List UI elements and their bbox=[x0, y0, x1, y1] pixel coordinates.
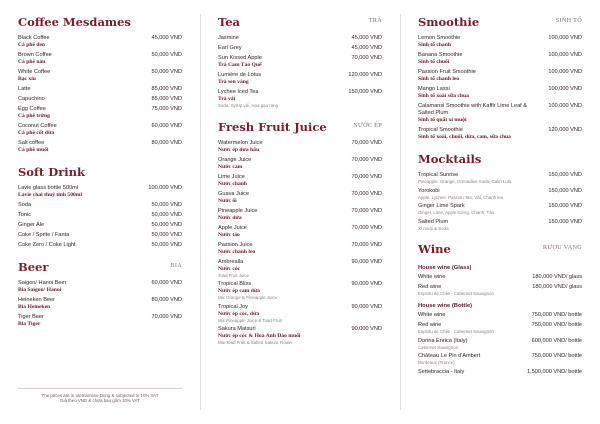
wine-item bbox=[418, 312, 582, 319]
item-name: Apple Juice bbox=[218, 224, 247, 231]
menu-item bbox=[18, 232, 182, 239]
item-price: 150,000 VND bbox=[548, 203, 582, 210]
item-name: Capuchino bbox=[18, 96, 45, 102]
item-vietnamese-name: Bia Tiger bbox=[18, 321, 41, 327]
item-price: 100,000 VND bbox=[548, 69, 582, 75]
item-vietnamese-name: Trà sen vàng bbox=[218, 79, 249, 85]
wine-name: Donna Enrica (Italy) bbox=[418, 337, 468, 344]
item-vietnamese-name: Nước ép dưa hấu bbox=[218, 146, 260, 153]
item-name: Passion Fruit Smoothie bbox=[418, 69, 476, 75]
item-price: 70,000 VND bbox=[351, 224, 382, 231]
column-divider-right bbox=[400, 14, 401, 410]
menu-item bbox=[18, 123, 182, 137]
item-description: Apple, Lychee, Passion Tao, Vải, Chanh leo bbox=[418, 194, 504, 200]
wine-item bbox=[418, 322, 582, 335]
wine-bottle-list bbox=[418, 312, 582, 376]
item-vietnamese-name: Nước cóc bbox=[218, 265, 241, 272]
tea-title: Tea bbox=[218, 15, 241, 29]
menu-item bbox=[418, 188, 582, 201]
item-name: Latte bbox=[18, 86, 31, 92]
wine-description: Bordeaux (France) bbox=[418, 360, 455, 366]
item-description: Ginger, Lime, Apple Gừng, Chanh, Táo bbox=[418, 210, 495, 216]
menu-item bbox=[18, 106, 182, 120]
menu-item bbox=[218, 225, 382, 239]
beer-section bbox=[18, 259, 182, 328]
menu-item bbox=[18, 52, 182, 66]
item-name: Ginger Lime Spark bbox=[418, 203, 465, 210]
item-name: Tropical Sunrise bbox=[418, 172, 459, 178]
wine-section bbox=[418, 241, 582, 375]
wine-name: Château Le Pin d'Ambert bbox=[418, 353, 481, 360]
item-name: Tropical Smoothie bbox=[418, 127, 463, 133]
item-price: 90,000 VND bbox=[351, 326, 382, 333]
mocktails-title: Mocktails bbox=[418, 152, 482, 166]
item-price: 80,000 VND bbox=[151, 297, 182, 303]
price-note-vietnamese: Giá theo VND & chưa bao gồm 10% VAT bbox=[60, 398, 140, 404]
wine-name: Red wine bbox=[418, 321, 442, 328]
menu-item bbox=[18, 35, 182, 49]
soft-drink-section bbox=[18, 164, 182, 249]
wine-description: Espiritu de Chile - Cabernet Sauvignon bbox=[418, 291, 494, 297]
beer-title: Beer bbox=[18, 260, 49, 274]
item-price: 100,000 VND bbox=[548, 86, 582, 92]
item-name: Tropical Bliss bbox=[218, 281, 252, 288]
menu-item bbox=[418, 103, 582, 124]
wine-glass-heading: House wine (Glass) bbox=[418, 265, 472, 272]
price-note bbox=[18, 388, 182, 404]
menu-item bbox=[218, 242, 382, 256]
item-name: Coke Zero / Coke Light bbox=[18, 242, 76, 248]
wine-item bbox=[418, 353, 582, 366]
item-price: 45,000 VND bbox=[351, 45, 382, 51]
item-name: Guava Juice bbox=[218, 190, 250, 197]
smoothie-section bbox=[418, 14, 582, 141]
menu-item bbox=[18, 202, 182, 209]
menu-item bbox=[218, 35, 382, 42]
item-name: Lemon Smoothie bbox=[418, 35, 461, 41]
item-name: Coconut Coffee bbox=[18, 123, 57, 129]
soft-drink-list bbox=[18, 185, 182, 249]
menu-item bbox=[18, 140, 182, 154]
item-name: Lychee Iced Tea bbox=[218, 89, 259, 95]
menu-item bbox=[18, 69, 182, 83]
item-price: 85,000 VND bbox=[151, 96, 182, 102]
wine-bottle-heading: House wine (Bottle) bbox=[418, 302, 473, 309]
item-name: Orange Juice bbox=[218, 156, 252, 163]
item-name: Tonic bbox=[18, 212, 32, 218]
item-price: 50,000 VND bbox=[151, 69, 182, 75]
menu-item bbox=[418, 203, 582, 216]
item-vietnamese-name: Nước ép cóc, dứa bbox=[218, 310, 260, 317]
item-price: 75,000 VND bbox=[151, 106, 182, 112]
wine-description: Cabernet Sauvignon bbox=[418, 344, 459, 350]
wine-name: White wine bbox=[418, 274, 446, 281]
item-price: 80,000 VND bbox=[151, 140, 182, 146]
item-vietnamese-name: Sinh tố xoài sữa chua bbox=[418, 93, 469, 99]
smoothie-list bbox=[418, 35, 582, 141]
item-name: Yorokobi bbox=[418, 187, 440, 194]
menu-item bbox=[18, 86, 182, 93]
menu-item bbox=[418, 52, 582, 66]
item-name: Egg Coffee bbox=[18, 106, 46, 112]
column-divider-left bbox=[200, 14, 201, 410]
item-vietnamese-name: Bia Saigon/ Hanoi bbox=[18, 287, 62, 293]
wine-item bbox=[418, 369, 582, 376]
item-vietnamese-name: Lavie chai thuỷ tinh 500ml bbox=[18, 192, 83, 198]
coffee-list bbox=[18, 35, 182, 154]
item-price: 70,000 VND bbox=[351, 173, 382, 180]
item-description: Toad Fruit Juice bbox=[218, 272, 249, 278]
item-price: 50,000 VND bbox=[151, 212, 182, 218]
item-name: Watermelon Juice bbox=[218, 139, 263, 146]
menu-item bbox=[218, 304, 382, 324]
item-price: 120,000 VND bbox=[348, 72, 382, 78]
item-description: Pineapple, Orange, Grenadine Soda, Calm Lulu bbox=[418, 179, 512, 184]
item-name: Calamansi Smoothie with Kaffir Lime Leaf & Salted Plum bbox=[418, 103, 528, 116]
item-vietnamese-name: Trà Cam Táo Quế bbox=[218, 62, 262, 68]
menu-item bbox=[218, 72, 382, 86]
smoothie-title: Smoothie bbox=[418, 15, 480, 29]
item-price: 60,000 VND bbox=[151, 123, 182, 129]
menu-item bbox=[418, 35, 582, 49]
juice-title: Fresh Fruit Juice bbox=[218, 119, 327, 134]
menu-item bbox=[18, 212, 182, 219]
item-price: 70,000 VND bbox=[351, 241, 382, 248]
item-name: Soda bbox=[18, 202, 32, 208]
item-name: Coke / Sprite / Fanta bbox=[18, 232, 70, 238]
item-vietnamese-name: Cà phê cốt dừa bbox=[18, 130, 55, 136]
wine-name: Settebraccia - Italy bbox=[418, 368, 465, 375]
item-vietnamese-name: Nước cam bbox=[218, 163, 243, 170]
menu-item bbox=[418, 69, 582, 83]
wine-name: Red wine bbox=[418, 284, 442, 291]
menu-item bbox=[18, 280, 182, 294]
item-name: Lumière de Lotus bbox=[218, 72, 262, 78]
menu-item bbox=[18, 185, 182, 199]
item-vietnamese-name: Cà phê trứng bbox=[18, 113, 50, 119]
menu-item bbox=[218, 55, 382, 69]
coffee-section bbox=[18, 14, 182, 154]
item-price: 50,000 VND bbox=[151, 242, 182, 248]
item-vietnamese-name: Nước chanh bbox=[218, 180, 247, 187]
item-vietnamese-name: Nước táo bbox=[218, 231, 240, 238]
item-vietnamese-name: Sinh tố chanh bbox=[418, 42, 451, 48]
wine-title: Wine bbox=[418, 242, 451, 257]
juice-subtitle: NƯỚC ÉP bbox=[353, 121, 382, 129]
item-price: 70,000 VND bbox=[351, 156, 382, 163]
item-vietnamese-name: Nước chanh leo bbox=[218, 248, 256, 255]
item-price: 100,000 VND bbox=[148, 185, 182, 191]
item-description: Mix Pineapple Juice & Toad Fruit bbox=[218, 317, 282, 323]
price-note-english: The prices are in Vietnamese Dong & subjected to 10% VAT bbox=[41, 393, 159, 398]
menu-item bbox=[218, 89, 382, 109]
item-price: 150,000 VND bbox=[548, 187, 582, 194]
wine-price: 180,000 VND/ glass bbox=[532, 274, 582, 281]
item-name: Tiger Beer bbox=[18, 314, 44, 320]
item-name: Saigon/ Hanoi Beer bbox=[18, 280, 67, 286]
item-description: Mix Orange & Pineapple Juice bbox=[218, 295, 278, 301]
item-price: 100,000 VND bbox=[548, 35, 582, 41]
menu-column-right bbox=[418, 14, 582, 376]
menu-item bbox=[218, 157, 382, 171]
tea-list bbox=[218, 35, 382, 109]
item-price: 70,000 VND bbox=[151, 314, 182, 320]
item-vietnamese-name: Nước ép cóc & Hoa Anh Đào muối bbox=[218, 333, 301, 340]
item-price: 150,000 VND bbox=[548, 172, 582, 178]
item-name: Heineken Beer bbox=[18, 297, 56, 303]
menu-item bbox=[218, 191, 382, 205]
item-name: Pineapple Juice bbox=[218, 207, 258, 214]
menu-item bbox=[218, 140, 382, 154]
item-name: Earl Grey bbox=[218, 45, 242, 51]
menu-item bbox=[18, 96, 182, 103]
item-price: 70,000 VND bbox=[351, 139, 382, 146]
item-price: 60,000 VND bbox=[151, 280, 182, 286]
wine-item bbox=[418, 274, 582, 281]
item-price: 150,000 VND bbox=[348, 89, 382, 95]
item-name: Mango Lassi bbox=[418, 86, 450, 92]
item-price: 85,000 VND bbox=[151, 86, 182, 92]
item-name: Salt coffee bbox=[18, 140, 45, 146]
item-vietnamese-name: Nước ổi bbox=[218, 197, 237, 204]
tea-subtitle: TRÀ bbox=[368, 17, 382, 24]
item-vietnamese-name: Trà vải bbox=[218, 96, 236, 102]
wine-price: 180,000 VND/ glass bbox=[532, 284, 582, 291]
wine-description: Espiritu de Chile - Cabernet Sauvignon bbox=[418, 328, 494, 334]
menu-item bbox=[418, 86, 582, 100]
wine-price: 750,000 VND/ bottle bbox=[531, 321, 582, 328]
item-description: Mix Toad Fruit & Salted Sakura Flower bbox=[218, 340, 293, 346]
coffee-title: Coffee Mesdames bbox=[18, 15, 131, 29]
wine-name: White wine bbox=[418, 311, 446, 318]
item-name: Black Coffee bbox=[18, 35, 50, 41]
menu-column-left bbox=[18, 14, 182, 328]
item-vietnamese-name: Nước ép cam dứa bbox=[218, 288, 260, 295]
item-name: Sakura Matsuri bbox=[218, 326, 256, 333]
item-price: 70,000 VND bbox=[351, 207, 382, 214]
menu-item bbox=[18, 314, 182, 328]
beer-list bbox=[18, 280, 182, 328]
wine-item bbox=[418, 338, 582, 351]
wine-price: 750,000 VND/ bottle bbox=[531, 353, 582, 360]
item-vietnamese-name: Bia Heineken bbox=[18, 304, 51, 310]
item-price: 50,000 VND bbox=[151, 52, 182, 58]
wine-price: 600,000 VND/ bottle bbox=[531, 337, 582, 344]
item-price: 100,000 VND bbox=[548, 103, 582, 109]
item-price: 90,000 VND bbox=[351, 281, 382, 288]
item-price: 90,000 VND bbox=[351, 303, 382, 310]
menu-item bbox=[18, 222, 182, 229]
mocktails-section bbox=[418, 151, 582, 231]
item-vietnamese-name: Cà phê đen bbox=[18, 42, 46, 48]
wine-item bbox=[418, 284, 582, 297]
item-price: 45,000 VND bbox=[151, 35, 182, 41]
menu-item bbox=[218, 45, 382, 52]
menu-item bbox=[418, 127, 582, 141]
item-price: 90,000 VND bbox=[351, 258, 382, 265]
item-price: 45,000 VND bbox=[351, 35, 382, 41]
item-vietnamese-name: Sinh tố chuối bbox=[418, 59, 450, 65]
item-name: Jasmine bbox=[218, 35, 239, 41]
item-name: Lavie glass bottle 500ml bbox=[18, 185, 79, 191]
item-vietnamese-name: Sinh tố chanh leo bbox=[418, 76, 460, 82]
item-description: Soda, Syrup vải, Hoa gạo rang bbox=[218, 103, 279, 108]
menu-column-middle bbox=[218, 14, 382, 346]
item-price: 50,000 VND bbox=[151, 202, 182, 208]
item-price: 120,000 VND bbox=[548, 127, 582, 133]
item-description: Xí muội & Soda bbox=[418, 225, 449, 231]
juice-list bbox=[218, 140, 382, 346]
menu-item bbox=[418, 172, 582, 185]
item-price: 100,000 VND bbox=[548, 52, 582, 58]
item-name: Passion Juice bbox=[218, 241, 253, 248]
item-vietnamese-name: Cà phê muối bbox=[18, 147, 49, 153]
juice-section bbox=[218, 119, 382, 346]
menu-item bbox=[18, 297, 182, 311]
item-price: 70,000 VND bbox=[351, 55, 382, 61]
menu-item bbox=[218, 281, 382, 301]
item-vietnamese-name: Nước dứa bbox=[218, 214, 242, 221]
tea-section bbox=[218, 14, 382, 109]
item-name: Ambrealla bbox=[218, 258, 244, 265]
item-vietnamese-name: Cà phê nâu bbox=[18, 59, 46, 65]
menu-item bbox=[218, 208, 382, 222]
item-price: 150,000 VND bbox=[548, 218, 582, 225]
item-name: Lime Juice bbox=[218, 173, 245, 180]
wine-subtitle: RƯỢU VANG bbox=[542, 244, 582, 252]
menu-item bbox=[418, 219, 582, 232]
soft-drink-title: Soft Drink bbox=[18, 165, 85, 179]
item-price: 70,000 VND bbox=[351, 190, 382, 197]
mocktails-list bbox=[418, 172, 582, 231]
item-vietnamese-name: Bạc xỉu bbox=[18, 76, 36, 82]
wine-glass-list bbox=[418, 274, 582, 297]
menu-item bbox=[218, 326, 382, 346]
item-name: Tropical Joy bbox=[218, 303, 248, 310]
menu-item bbox=[18, 242, 182, 249]
item-name: Brown Coffee bbox=[18, 52, 52, 58]
item-name: Sun Kissed Apple bbox=[218, 55, 262, 61]
item-vietnamese-name: Sinh tố quất xí muội bbox=[418, 117, 467, 123]
smoothie-subtitle: SINH TỐ bbox=[555, 17, 582, 24]
menu-item bbox=[218, 259, 382, 279]
menu-item bbox=[218, 174, 382, 188]
wine-price: 750,000 VND/ bottle bbox=[531, 311, 582, 318]
wine-price: 1,500,000 VND/ bottle bbox=[526, 368, 582, 375]
item-vietnamese-name: Sinh tố xoài, chuối, dừa, cam, sữa chua bbox=[418, 134, 511, 140]
item-name: Ginger Ale bbox=[18, 222, 45, 228]
item-price: 50,000 VND bbox=[151, 222, 182, 228]
item-name: Salted Plum bbox=[418, 218, 449, 225]
beer-subtitle: BIA bbox=[170, 262, 182, 269]
item-name: Banana Smoothie bbox=[418, 52, 463, 58]
item-name: White Coffee bbox=[18, 69, 51, 75]
item-price: 50,000 VND bbox=[151, 232, 182, 238]
